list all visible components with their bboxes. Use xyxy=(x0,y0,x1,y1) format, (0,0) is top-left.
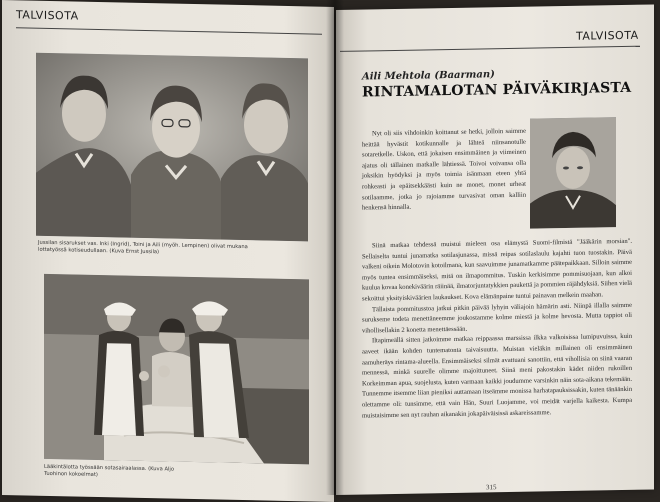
photo-field-hospital xyxy=(44,274,309,465)
header-rule-left xyxy=(16,27,322,34)
photo1-caption: Jussilan sisarukset vas. Inki (Ingrid), Toini ja Aili (myöh. Lempinen) olivat mukana lottatyössä kotiseudullaan. (Kuva Ernst Jussila) xyxy=(38,239,248,256)
photo-portrait-lotta xyxy=(530,117,616,229)
paragraph-3: Tällaista pommitusstoa jatkui pitkin päivää lyhyin väliajoin hämärin asti. Niinpä illalla saimme surukseme todeta menettäneemme joukostamme kolme miestä ja kolme hevosta. Mutta tappiot oli vihollisellakin 2 konetta menettäessään. xyxy=(362,301,632,335)
paragraph-1: Nyt oli siis vihdoinkin koittanut se hetki, jolloin saimme heittää hyvästit kotikunnalle ja lähteä niinsanotulle sotaretkelle. Uskon, että jokaisen ensimmäinen ja viimeinen ajatus oli tällainen matkalle lähtiessä. Toivoi voivansa olla joksikin hyödyksi ja myös toimia isänmaan eteen yhtä rohkeasti ja epäitsekkäästi kuin ne monet, monet urheat sotilaamme, jotka jo rajoiamme turvasivat oman kalliin henkensä hinnalla. xyxy=(362,127,526,212)
article-author: Aili Mehtola (Baarman) xyxy=(362,69,495,83)
page-number: 315 xyxy=(486,483,497,492)
photo-portrait-lotta-image xyxy=(530,117,616,229)
book-gutter xyxy=(326,0,344,495)
photo-three-sisters-image xyxy=(36,53,308,242)
left-page xyxy=(2,0,334,502)
article-body-top xyxy=(362,127,526,215)
running-head-right: TALVISOTA xyxy=(576,28,639,43)
photo-three-sisters xyxy=(36,53,308,242)
running-head-left: TALVISOTA xyxy=(16,8,79,23)
photo2-caption: Lääkintälotta työssään sotasairaalassa. (Kuva Aljo Tuohinon kokoelmat) xyxy=(44,463,175,479)
article-title: RINTAMALOTAN PÄIVÄKIRJASTA xyxy=(362,79,632,101)
paragraph-2: Siinä matkaa tehdessä muistui mieleen osa elämystä Suomi-filmistä "Jääkärin morsian". Sellaiselta tuntui junamatka sotilasjunassa, missä reipas sotilaslaulu kajahti tuon tuostakin. Päivä valkeni oikein Molotovin kotoilmana, kun saavuimme junamatkamme päätepaikkaan. Silloin saimme myös tuntea ensimmäiseksi, mitä on ilmapommitus. Tuskin kerkisimme pommisuojaan, kun alkoi kuulua kovaa konekiväärin räiinää, ilmatorjuntatykkien paukettä ja pommien räjähdyksiä. Siihen vielä sekoittui yksityiskiväärien laukaukset. Kova elämänpaine tuntui painavan melkein maahan. xyxy=(362,237,632,303)
paragraph-4: Iltapimeällä sitten jatkoimme matkaa reippaassa marssissa ilkka valkoisissa lumipuvuissa, kuin aaveet ikään kohden tuntematonta taivaisuutta. Muistan vieläkin millainen oli ensimmäinen aamuheräys rintama-alueella. Ensimmäiseksi silmät avattuani sanottiin, että vihollisia on siinä vaaran mennessä, minkä suurelle olimme majoittuneet. Siinä meni pakostakin kädet niiden rukoillen Korkeimman apua, suojelusta, kuten varmaan kaikki joudumme varsinkin näin sota-aikana tekemään. Tunnemme itsemme liian pieniksi auttamaan itseämme monissa harhatapauksissakin, kuten tänäänkin olettamme oli: tunsimme, että vain Hän, Suuri Luojamme, voi meidät varjella kaikesta. Kumpa muistaisimme sen nyt rauhan aikanakin jokapäiväisissä askareissamme. xyxy=(362,333,632,420)
header-rule-right xyxy=(340,46,640,52)
article-body-bottom xyxy=(362,237,632,422)
photo-field-hospital-image xyxy=(44,274,309,465)
right-page xyxy=(336,4,654,495)
